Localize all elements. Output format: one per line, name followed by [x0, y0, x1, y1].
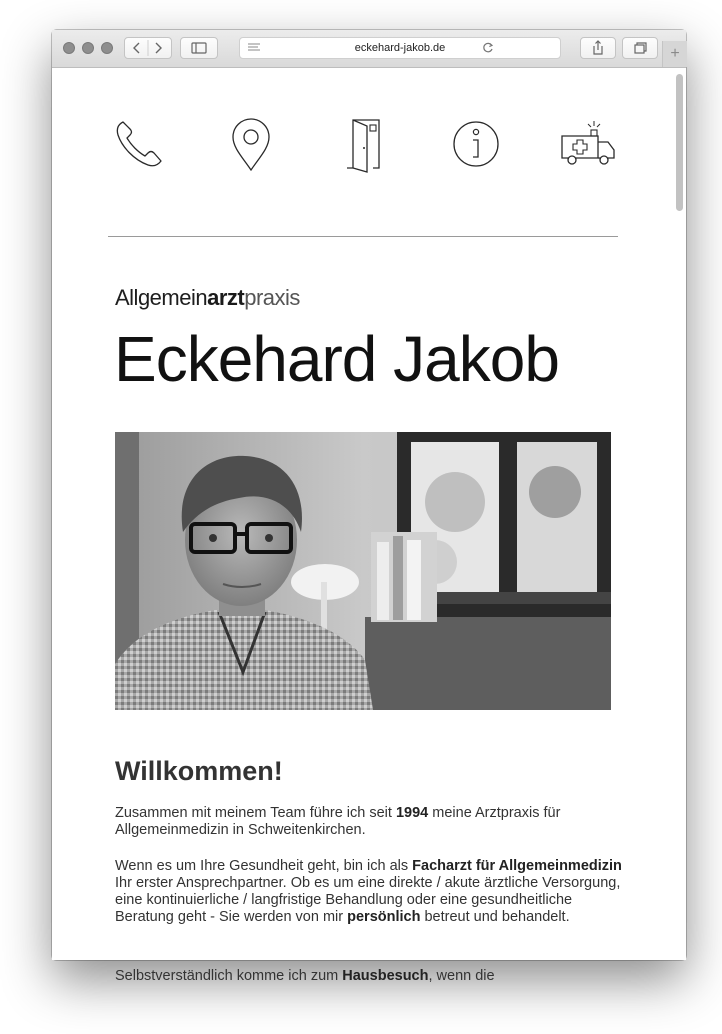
sidebar-icon	[181, 38, 217, 58]
p2-text-2: Ihr erster Ansprechpartner. Ob es um eine direkte / akute ärztliche Versorgung, eine kontinuierliche / langfristige Behandlung oder eine gesundheitliche Beratung geht - Sie werden von mir	[115, 875, 621, 925]
brand-suffix: praxis	[244, 285, 300, 310]
info-icon[interactable]	[448, 116, 504, 172]
ambulance-icon[interactable]	[558, 116, 618, 172]
minimize-window-button[interactable]	[82, 42, 94, 54]
reload-icon[interactable]	[482, 42, 494, 54]
location-pin-icon[interactable]	[223, 116, 279, 172]
share-button[interactable]	[580, 37, 616, 59]
back-forward-group	[124, 37, 172, 59]
p2-bold-specialty: Facharzt für Allgemeinmedizin	[412, 858, 622, 874]
p3-text-2: , wenn die	[428, 968, 495, 984]
zoom-window-button[interactable]	[101, 42, 113, 54]
brand-prefix: Allgemein	[115, 285, 208, 310]
new-tab-button[interactable]: +	[662, 41, 687, 67]
doctor-name: Eckehard Jakob	[114, 323, 559, 395]
p2-text-1: Wenn es um Ihre Gesundheit geht, bin ich als	[115, 858, 413, 874]
p1-bold-year: 1994	[395, 805, 429, 821]
p1-text-1: Zusammen mit meinem Team führe ich seit	[115, 805, 396, 821]
browser-toolbar	[52, 30, 686, 68]
tabs-icon	[623, 38, 657, 58]
header-divider	[108, 236, 618, 237]
welcome-paragraph-1	[115, 805, 625, 839]
address-bar[interactable]	[239, 37, 561, 59]
scrollbar-thumb[interactable]	[676, 74, 683, 211]
p3-text-1: Selbstverständlich komme ich zum	[115, 968, 343, 984]
url-text: eckehard-jakob.de	[354, 42, 446, 54]
welcome-paragraph-2	[115, 858, 625, 926]
tabs-overview-button[interactable]	[622, 37, 658, 59]
doctor-portrait-photo	[115, 432, 611, 710]
browser-window	[52, 30, 686, 984]
welcome-paragraph-3	[115, 968, 625, 985]
p2-bold-personal: persönlich	[347, 909, 421, 925]
door-icon[interactable]	[335, 116, 391, 172]
p1-text-2: meine Arztpraxis für Allgemeinmedizin in Schweitenkirchen.	[115, 805, 561, 838]
p2-text-3: betreut und behandelt.	[420, 909, 570, 925]
forward-button[interactable]	[156, 43, 161, 53]
back-button[interactable]	[134, 43, 139, 53]
brand-bold: arzt	[207, 285, 245, 310]
p3-bold-housecall: Hausbesuch	[342, 968, 429, 984]
phone-icon[interactable]	[113, 116, 169, 172]
sidebar-button[interactable]	[180, 37, 218, 59]
practice-type-label	[115, 285, 300, 311]
welcome-heading: Willkommen!	[115, 756, 283, 786]
close-window-button[interactable]	[63, 42, 75, 54]
page-content	[52, 68, 686, 984]
share-icon	[581, 38, 615, 58]
